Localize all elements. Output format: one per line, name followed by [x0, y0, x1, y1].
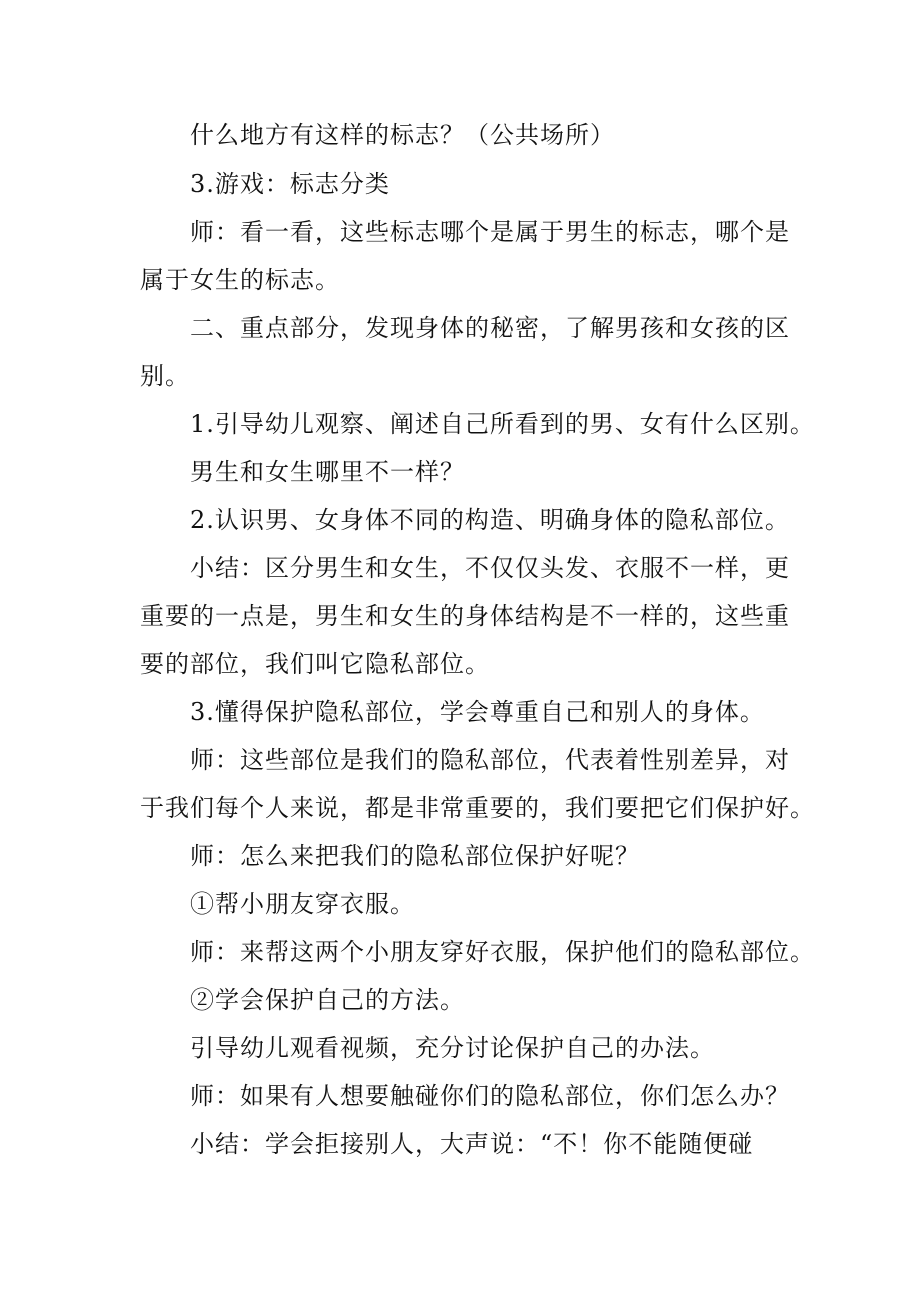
text-line: 什么地方有这样的标志？（公共场所）	[190, 121, 615, 149]
text-line: 二、重点部分，发现身体的秘密，了解男孩和女孩的区	[190, 314, 790, 342]
text-line: 3.懂得保护隐私部位，学会尊重自己和别人的身体。	[190, 698, 765, 726]
text-line: 小结：学会拒接别人，大声说：“不！你不能随便碰	[190, 1130, 754, 1158]
text-line: 师：这些部位是我们的隐私部位，代表着性别差异，对	[190, 746, 790, 774]
text-line: 师：如果有人想要触碰你们的隐私部位，你们怎么办？	[190, 1082, 790, 1110]
text-line: 于我们每个人来说，都是非常重要的，我们要把它们保护好。	[140, 794, 815, 822]
text-line: 男生和女生哪里不一样？	[190, 458, 465, 486]
text-line: 别。	[140, 362, 190, 390]
text-line: 师：怎么来把我们的隐私部位保护好呢？	[190, 842, 640, 870]
text-line: 重要的一点是，男生和女生的身体结构是不一样的，这些重	[140, 602, 790, 630]
text-line: 属于女生的标志。	[140, 266, 340, 294]
text-line: ②学会保护自己的方法。	[190, 986, 465, 1014]
text-line: 1.引导幼儿观察、阐述自己所看到的男、女有什么区别。	[190, 410, 815, 438]
text-line: 引导幼儿观看视频，充分讨论保护自己的办法。	[190, 1034, 715, 1062]
text-line: 小结：区分男生和女生，不仅仅头发、衣服不一样，更	[190, 554, 790, 582]
text-line: ①帮小朋友穿衣服。	[190, 890, 415, 918]
text-line: 3.游戏：标志分类	[190, 170, 390, 198]
text-line: 要的部位，我们叫它隐私部位。	[140, 650, 490, 678]
text-line: 师：来帮这两个小朋友穿好衣服，保护他们的隐私部位。	[190, 938, 815, 966]
text-line: 师：看一看，这些标志哪个是属于男生的标志，哪个是	[190, 218, 790, 246]
text-line: 2.认识男、女身体不同的构造、明确身体的隐私部位。	[190, 506, 790, 534]
